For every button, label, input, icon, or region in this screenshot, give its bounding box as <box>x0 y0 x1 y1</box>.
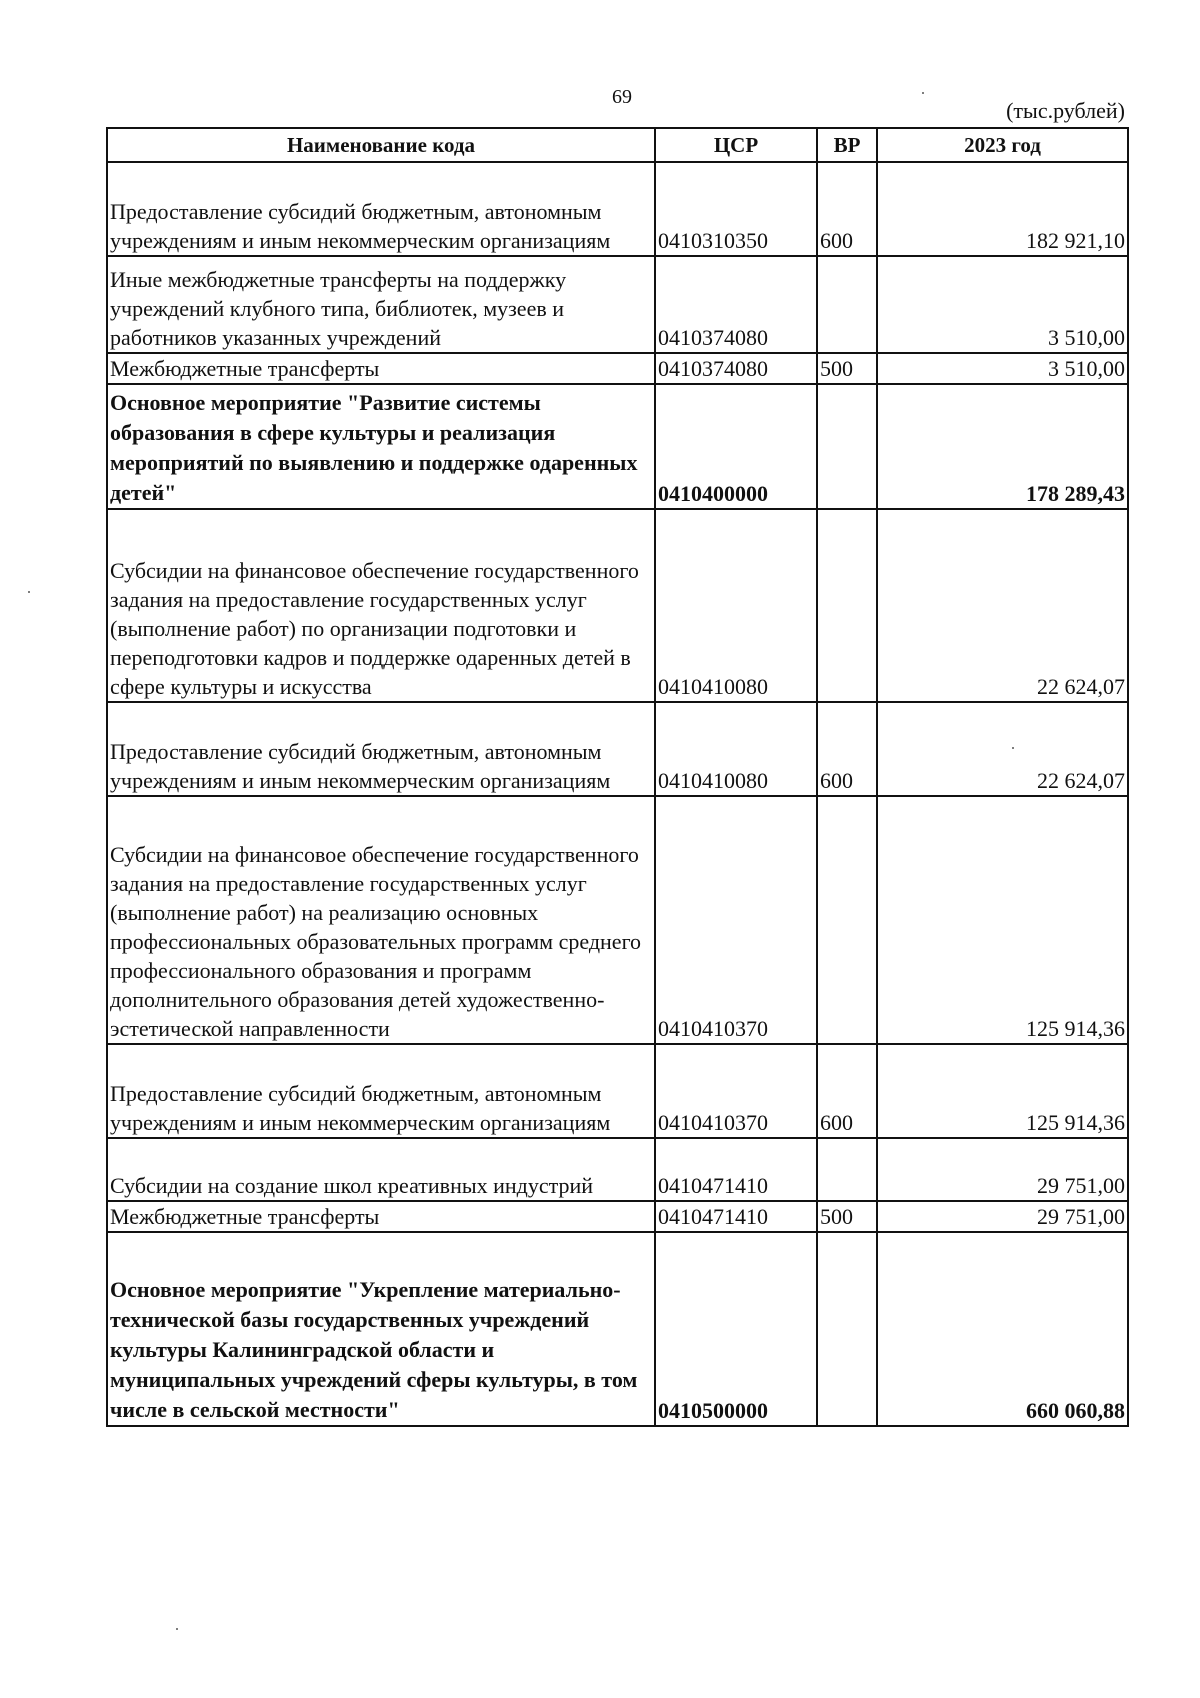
row-sum: 29 751,00 <box>877 1138 1128 1201</box>
row-name: Предоставление субсидий бюджетным, автономным учреждениям и иным некоммерческим организациям <box>107 162 655 256</box>
row-vr: 600 <box>817 162 877 256</box>
row-vr: 600 <box>817 1044 877 1138</box>
row-csr: 0410410080 <box>655 702 817 796</box>
row-vr <box>817 1232 877 1426</box>
row-name: Субсидии на создание школ креативных индустрий <box>107 1138 655 1201</box>
row-csr: 0410471410 <box>655 1201 817 1232</box>
row-csr: 0410400000 <box>655 384 817 509</box>
scan-speck <box>1012 747 1014 749</box>
table-row <box>107 702 1128 796</box>
table-row <box>107 1138 1128 1201</box>
row-csr: 0410471410 <box>655 1138 817 1201</box>
header-vr: ВР <box>817 128 877 162</box>
row-name: Иные межбюджетные трансферты на поддержку учреждений клубного типа, библиотек, музеев и работников указанных учреждений <box>107 256 655 353</box>
row-csr: 0410410080 <box>655 509 817 702</box>
row-sum: 3 510,00 <box>877 256 1128 353</box>
row-name: Субсидии на финансовое обеспечение государственного задания на предоставление государственных услуг (выполнение работ) на реализацию основных профессиональных образовательных программ среднего профессионального образования и программ дополнительного образования детей художественно-эстетической направленности <box>107 796 655 1044</box>
row-vr <box>817 256 877 353</box>
row-sum: 22 624,07 <box>877 702 1128 796</box>
row-name: Предоставление субсидий бюджетным, автономным учреждениям и иным некоммерческим организациям <box>107 1044 655 1138</box>
table-row <box>107 509 1128 702</box>
row-sum: 125 914,36 <box>877 1044 1128 1138</box>
row-sum: 178 289,43 <box>877 384 1128 509</box>
row-vr: 500 <box>817 1201 877 1232</box>
header-csr: ЦСР <box>655 128 817 162</box>
row-vr: 600 <box>817 702 877 796</box>
row-name: Межбюджетные трансферты <box>107 353 655 384</box>
row-name: Предоставление субсидий бюджетным, автономным учреждениям и иным некоммерческим организациям <box>107 702 655 796</box>
row-vr <box>817 796 877 1044</box>
budget-table <box>106 127 1129 1427</box>
row-name: Субсидии на финансовое обеспечение государственного задания на предоставление государственных услуг (выполнение работ) по организации подготовки и переподготовки кадров и поддержке одаренных детей в сфере культуры и искусства <box>107 509 655 702</box>
table-row <box>107 1044 1128 1138</box>
row-vr <box>817 509 877 702</box>
row-sum: 660 060,88 <box>877 1232 1128 1426</box>
row-csr: 0410410370 <box>655 796 817 1044</box>
table-row <box>107 256 1128 353</box>
header-name: Наименование кода <box>107 128 655 162</box>
row-csr: 0410310350 <box>655 162 817 256</box>
row-sum: 182 921,10 <box>877 162 1128 256</box>
row-name: Основное мероприятие "Развитие системы образования в сфере культуры и реализация мероприятий по выявлению и поддержке одаренных детей" <box>107 384 655 509</box>
table-row <box>107 353 1128 384</box>
row-vr <box>817 1138 877 1201</box>
row-name: Основное мероприятие "Укрепление материально-технической базы государственных учреждений культуры Калининградской области и муниципальных учреждений сферы культуры, в том числе в сельской местности" <box>107 1232 655 1426</box>
scan-speck <box>922 92 924 94</box>
row-sum: 29 751,00 <box>877 1201 1128 1232</box>
table-header-row <box>107 128 1128 162</box>
table-row <box>107 162 1128 256</box>
row-sum: 125 914,36 <box>877 796 1128 1044</box>
scan-speck <box>176 1628 178 1630</box>
units-label: (тыс.рублей) <box>1006 98 1125 123</box>
row-csr: 0410374080 <box>655 353 817 384</box>
row-csr: 0410410370 <box>655 1044 817 1138</box>
table-row <box>107 796 1128 1044</box>
scan-speck <box>28 591 30 593</box>
row-csr: 0410374080 <box>655 256 817 353</box>
row-sum: 22 624,07 <box>877 509 1128 702</box>
table-row <box>107 1201 1128 1232</box>
page-number: 69 <box>612 86 632 108</box>
row-name: Межбюджетные трансферты <box>107 1201 655 1232</box>
table-row <box>107 384 1128 509</box>
row-vr: 500 <box>817 353 877 384</box>
row-vr <box>817 384 877 509</box>
row-sum: 3 510,00 <box>877 353 1128 384</box>
table-row <box>107 1232 1128 1426</box>
header-sum: 2023 год <box>877 128 1128 162</box>
row-csr: 0410500000 <box>655 1232 817 1426</box>
